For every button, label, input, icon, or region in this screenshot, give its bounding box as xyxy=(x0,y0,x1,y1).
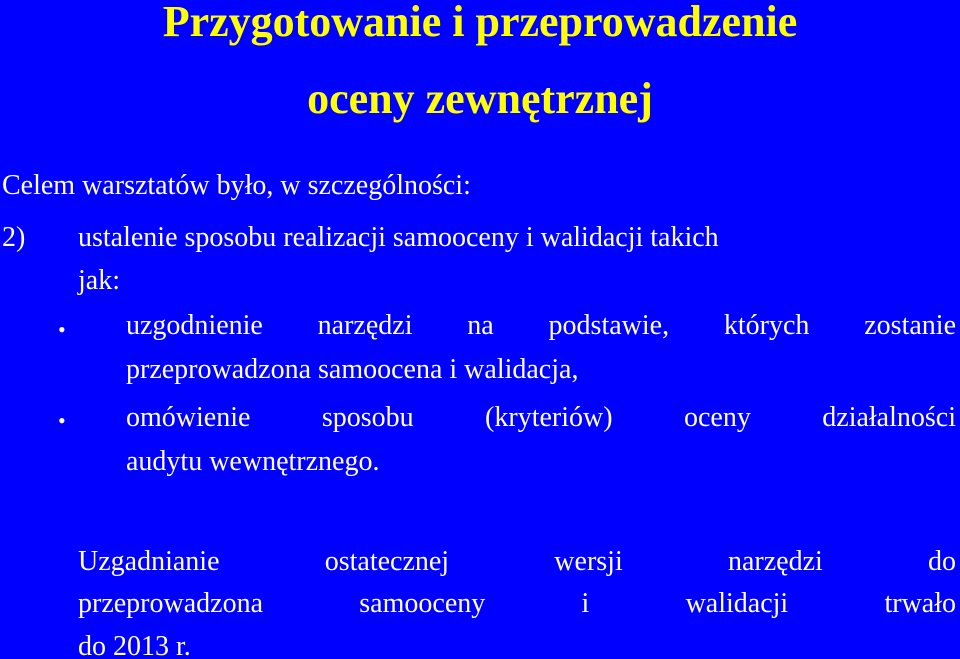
conclusion-line-3: do 2013 r. xyxy=(78,631,191,659)
conclusion-line-1: Uzgadnianie ostatecznej wersji narzędzi do xyxy=(78,546,956,577)
intro-text: Celem warsztatów było, w szczególności: xyxy=(2,170,471,201)
item-number-marker: 2) xyxy=(2,222,26,253)
bullet-1-line-1: uzgodnienie narzędzi na podstawie, których zostanie xyxy=(126,310,956,341)
item-text-line-1: ustalenie sposobu realizacji samooceny i walidacji takich xyxy=(78,222,719,253)
bullet-icon: • xyxy=(58,408,66,433)
slide-title-line-2: oceny zewnętrznej xyxy=(307,74,653,123)
conclusion-line-2: przeprowadzona samooceny i walidacji trwało xyxy=(78,588,956,619)
bullet-icon: • xyxy=(58,317,66,342)
slide-title-line-1: Przygotowanie i przeprowadzenie xyxy=(162,0,798,46)
bullet-2-line-1: omówienie sposobu (kryteriów) oceny działalności xyxy=(126,402,956,433)
bullet-1-line-2: przeprowadzona samoocena i walidacja, xyxy=(126,354,579,385)
bullet-2-line-2: audytu wewnętrznego. xyxy=(126,446,380,477)
item-text-line-2: jak: xyxy=(78,265,120,296)
